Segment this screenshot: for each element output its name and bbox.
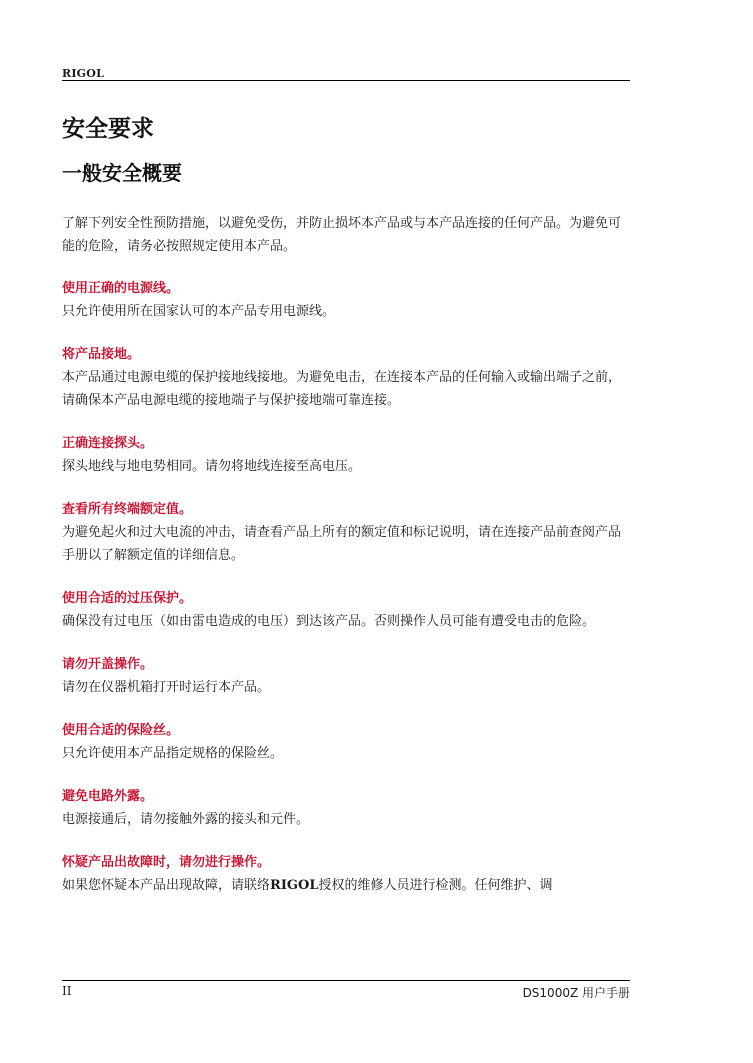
safety-item-text: 确保没有过电压（如由雷电造成的电压）到达该产品。否则操作人员可能有遭受电击的危险。	[62, 614, 596, 629]
safety-item-text	[62, 874, 632, 897]
safety-item-text: 只允许使用本产品指定规格的保险丝。	[62, 746, 284, 761]
manual-title: DS1000Z 用户手册	[522, 986, 630, 1000]
safety-item-text: 为避免起火和过大电流的冲击，请查看产品上所有的额定值和标记说明，请在连接产品前查阅产品手册以了解额定值的详细信息。	[62, 525, 622, 563]
text-part: 如果您怀疑本产品出现故障，请联络	[62, 878, 271, 893]
safety-item	[62, 587, 632, 633]
safety-item-title: 将产品接地。	[62, 347, 141, 362]
safety-item-text: 请勿在仪器机箱打开时运行本产品。	[62, 680, 271, 695]
page-number: II	[62, 984, 72, 998]
safety-item	[62, 719, 632, 765]
text-part: 授权的维修人员进行检测。任何维护、调	[318, 878, 553, 893]
safety-item-title: 怀疑产品出故障时，请勿进行操作。	[62, 855, 271, 870]
section-title: 一般安全概要	[62, 161, 182, 185]
safety-item	[62, 277, 632, 323]
safety-item-title: 避免电路外露。	[62, 789, 154, 804]
safety-item-text: 只允许使用所在国家认可的本产品专用电源线。	[62, 304, 336, 319]
safety-item	[62, 343, 632, 412]
brand-inline: RIGOL	[270, 878, 319, 893]
safety-item-title: 使用合适的保险丝。	[62, 723, 180, 738]
safety-item	[62, 653, 632, 699]
safety-item	[62, 785, 632, 831]
safety-item-title: 查看所有终端额定值。	[62, 502, 193, 517]
safety-item-title: 正确连接探头。	[62, 436, 154, 451]
safety-item-title: 使用合适的过压保护。	[62, 591, 193, 606]
safety-item-title: 使用正确的电源线。	[62, 281, 180, 296]
page-title: 安全要求	[62, 116, 154, 142]
safety-item-text: 本产品通过电源电缆的保护接地线接地。为避免电击，在连接本产品的任何输入或输出端子之前，请确保本产品电源电缆的接地端子与保护接地端可靠连接。	[62, 370, 622, 408]
page-header	[62, 62, 630, 81]
safety-item	[62, 851, 632, 897]
content	[62, 212, 632, 917]
safety-item-text: 探头地线与地电势相同。请勿将地线连接至高电压。	[62, 459, 362, 474]
safety-item	[62, 432, 632, 478]
intro-paragraph: 了解下列安全性预防措施，以避免受伤，并防止损坏本产品或与本产品连接的任何产品。为避免可能的危险，请务必按照规定使用本产品。	[62, 216, 622, 254]
safety-item	[62, 498, 632, 567]
safety-item-text: 电源接通后，请勿接触外露的接头和元件。	[62, 812, 310, 827]
header-brand: RIGOL	[62, 67, 104, 80]
page-footer	[62, 980, 630, 1000]
safety-item-title: 请勿开盖操作。	[62, 657, 154, 672]
